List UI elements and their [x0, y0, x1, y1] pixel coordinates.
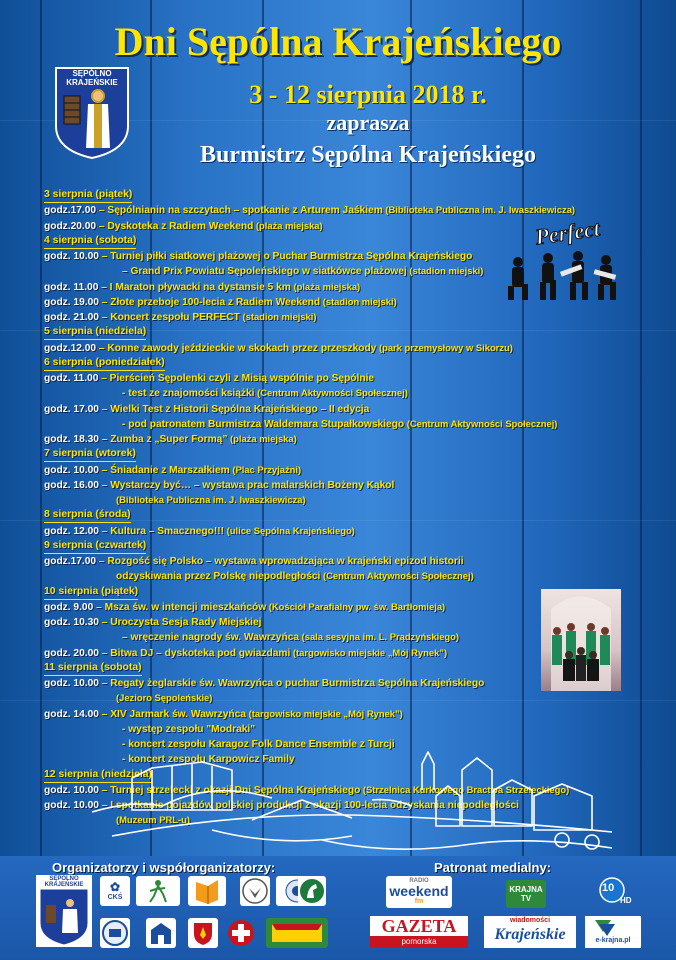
event-description: odzyskiwania przez Polskę niepodległości [116, 571, 321, 583]
krajna-tv-label: KRAJNA [509, 885, 543, 894]
event-time: godz. 18.30 [44, 434, 99, 445]
schedule-day-heading [44, 324, 644, 339]
event-location: (targowisko miejskie „Mój Rynek”) [290, 646, 448, 658]
event-location: (Centrum Aktywności Społecznej) [254, 387, 408, 399]
round-seal-icon [100, 918, 130, 948]
organizers-title: Organizatorzy i współorganizatorzy: [52, 860, 276, 875]
emblem-logo [240, 876, 270, 906]
schedule-day-heading [44, 355, 644, 370]
event-description: - występ zespołu "Modraki" [122, 723, 256, 735]
building-logo [146, 918, 176, 948]
day-label: 11 sierpnia (sobota) [44, 660, 142, 676]
radio-weekend-fm: fm [414, 898, 424, 905]
book-icon [188, 876, 226, 906]
event-location: (Strzelnica Kurkowego Bractwa Strzeleckiego) [360, 783, 570, 795]
fire-brigade-logo [188, 918, 218, 948]
event-description: – I Maraton pływacki na dystansie 5 km [98, 281, 291, 293]
event-description: – Wielki Test z Historii Sępólna Krajeńskiego – II edycja [98, 403, 370, 415]
tv10-hd: HD [620, 896, 632, 905]
tv10-label: 10 [602, 882, 615, 894]
schedule-event [44, 401, 644, 416]
event-description: - koncert zespołu Karpowicz Family [122, 754, 295, 766]
library-logo [188, 876, 226, 906]
cko-logo-label: CKŚ [107, 894, 123, 901]
event-description: – Grand Prix Powiatu Sępoleńskiego w siatkówce plażowej [122, 266, 407, 278]
day-label: 5 sierpnia (niedziela) [44, 324, 146, 340]
event-description: – Pierścień Sępolenki czyli z Misią wspólnie po Sępólnie [98, 373, 375, 384]
event-location: (Muzeum PRL-u) [116, 814, 190, 826]
event-time: godz.20.00 [44, 220, 97, 232]
event-time: godz. 11.00 [44, 373, 99, 384]
event-time: godz. 10.30 [44, 617, 99, 628]
leaf-icon: ✿ [109, 880, 121, 894]
event-description: – Śniadanie z Marszałkiem [98, 464, 230, 476]
event-time: godz. 9.00 [44, 601, 94, 613]
event-time: godz. 20.00 [44, 647, 99, 659]
crest-label-bottom: KRAJEŃSKIE [66, 78, 118, 87]
event-location: (Plac Przyjaźni) [229, 463, 302, 475]
schedule-day-heading [44, 507, 644, 522]
perfect-band-photo [498, 218, 632, 304]
day-label: 12 sierpnia (niedziela) [44, 767, 152, 783]
event-description: – Dyskoteka z Radiem Weekend [96, 220, 254, 232]
event-time: godz. 10.00 [44, 464, 99, 476]
event-description: – Turniej strzelecki z okazji Dni Sępólna Krajeńskiego [98, 784, 361, 796]
event-description: – Złote przeboje 100-lecia z Radiem Weekend [98, 296, 321, 308]
plank-seam [40, 0, 42, 860]
event-location: (Biblioteka Publiczna im. J. Iwaszkiewicza) [116, 494, 306, 505]
day-label: 9 sierpnia (czwartek) [44, 538, 146, 554]
event-location: (plaża miejska) [227, 433, 297, 444]
karpowicz-family-photo [541, 589, 621, 691]
event-time: godz. 19.00 [44, 296, 99, 308]
cko-logo [100, 876, 130, 906]
event-description: – XIV Jarmark św. Wawrzyńca [98, 708, 246, 720]
footer-crest-label-top: SĘPÓLNO [49, 876, 79, 882]
schedule-event [44, 553, 644, 568]
event-location: (stadion miejski) [239, 311, 317, 322]
day-label: 6 sierpnia (poniedziałek) [44, 355, 165, 371]
event-description: – Uroczysta Sesja Rady Miejskiej [98, 617, 262, 628]
schedule-event [44, 492, 644, 507]
event-description: – Msza św. w intencji mieszkańców [93, 601, 267, 613]
event-description: - koncert zespołu Karagoz Folk Dance Ensemble z Turcji [122, 739, 395, 750]
day-label: 4 sierpnia (sobota) [44, 233, 136, 249]
event-location: (stadion miejski) [406, 265, 484, 277]
schedule-event [44, 568, 644, 583]
schedule-event [44, 523, 644, 538]
cross-logo [226, 918, 256, 948]
day-label: 7 sierpnia (wtorek) [44, 446, 136, 462]
crest-label-top: SĘPÓLNO [72, 69, 112, 78]
e-krajna-logo [585, 916, 641, 948]
pomorska-label: pomorska [370, 936, 468, 948]
event-location: (stadion miejski) [320, 295, 397, 307]
cross-icon [226, 918, 256, 948]
event-description: – Turniej piłki siatkowej plażowej o Puchar Burmistrza Sępólna Krajeńskiego [98, 251, 473, 262]
event-time: godz. 21.00 [44, 312, 99, 323]
invites-text: zaprasza [326, 110, 410, 135]
e-krajna-label: e-krajna.pl [595, 937, 631, 944]
schedule-event [44, 431, 644, 446]
event-description: – Sępólnianin na szczytach – spotkanie z Arturem Jaśkiem [96, 205, 383, 217]
event-time: godz. 10.00 [44, 251, 99, 262]
event-location: (plaża miejska) [290, 280, 361, 292]
schedule-event [44, 690, 644, 705]
schedule-event [44, 202, 644, 217]
tv10-logo [594, 876, 636, 908]
building-icon [146, 918, 176, 948]
event-time: godz. 12.00 [44, 525, 99, 537]
event-location: (ulice Sępólna Krajeńskiego) [224, 524, 355, 536]
event-location: (Centrum Aktywności Społecznej) [320, 570, 474, 582]
event-time: godz. 10.00 [44, 800, 99, 811]
schedule-event [44, 721, 644, 736]
patronage-title: Patronat medialny: [434, 860, 552, 875]
market-stall-icon [266, 918, 328, 948]
circle-logo [100, 918, 130, 948]
schedule-event [44, 370, 644, 385]
event-description: – Bitwa DJ – dyskoteka pod gwiazdami [98, 647, 291, 659]
event-description: - pod patronatem Burmistrza Waldemara Stupałkowskiego [122, 418, 405, 430]
poster-title: Dni Sępólna Krajeńskiego [114, 19, 562, 64]
schedule-event [44, 416, 644, 431]
schedule-event [44, 477, 644, 492]
event-time: godz. 16.00 [44, 479, 99, 491]
event-location: (sala sesyjna im. L. Prądzyńskiego) [299, 631, 459, 643]
event-description: – Konne zawody jeździeckie w skokach przez przeszkody [96, 342, 377, 354]
day-label: 10 sierpnia (piątek) [44, 584, 138, 600]
event-description: – Wystarczy być… – wystawa prac malarskich Bożeny Kąkol [98, 479, 395, 491]
event-time: godz. 10.00 [44, 784, 99, 796]
schedule-event [44, 462, 644, 477]
sports-center-logo [136, 876, 180, 906]
event-time: godz. 11.00 [44, 281, 99, 293]
event-location: (Jezioro Sępoleńskie) [116, 692, 213, 704]
event-description: – Koncert zespołu PERFECT [98, 312, 240, 323]
krajenskie-label: Krajeńskie [494, 926, 566, 943]
krajna-tv-logo [506, 880, 546, 908]
event-description: – I spotkanie pojazdów polskiej produkcji z okazji 100-lecia odzyskania niepodległości [98, 800, 519, 811]
schedule-event [44, 706, 644, 721]
market-logo [266, 918, 328, 948]
horse-logo [298, 876, 326, 906]
gazeta-label: GAZETA [370, 916, 468, 936]
schedule-event [44, 340, 644, 355]
shield-icon [188, 918, 218, 948]
radio-weekend-label: weekend [389, 883, 449, 899]
schedule-day-heading [44, 538, 644, 553]
event-time: godz. 10.00 [44, 678, 99, 689]
radio-weekend-logo [386, 876, 452, 908]
event-time: godz.12.00 [44, 342, 97, 354]
event-location: (targowisko miejskie „Mój Rynek”) [245, 707, 403, 719]
day-label: 8 sierpnia (środa) [44, 507, 131, 523]
event-time: godz. 17.00 [44, 403, 99, 415]
event-time: godz. 14.00 [44, 708, 99, 720]
host-text: Burmistrz Sępólna Krajeńskiego [200, 142, 536, 168]
schedule-day-heading [44, 187, 644, 202]
event-description: – wręczenie nagrody św. Wawrzyńca [122, 632, 300, 644]
event-description: – Kultura – Smacznego!!! [98, 525, 225, 537]
schedule-event [44, 309, 644, 324]
runner-icon [136, 876, 180, 906]
schedule-day-heading [44, 446, 644, 461]
wiadomosci-krajenskie-logo [484, 916, 576, 948]
event-location: (Biblioteka Publiczna im. J. Iwaszkiewicza) [382, 204, 576, 216]
event-location: (Kościół Parafialny pw. św. Bartłomieja) [266, 600, 446, 612]
event-description: - test ze znajomości książki [122, 388, 255, 400]
gazeta-pomorska-logo [370, 916, 468, 948]
krajna-tv-suffix: TV [520, 894, 532, 903]
event-description: – Regaty żeglarskie św. Wawrzyńca o puchar Burmistrza Sępólna Krajeńskiego [98, 678, 485, 689]
footer-crest-label-bottom: KRAJEŃSKIE [44, 882, 84, 888]
day-label: 3 sierpnia (piątek) [44, 187, 132, 203]
event-location: (Centrum Aktywności Społecznej) [404, 417, 558, 429]
radio-weekend-small: RADIO [409, 878, 429, 884]
perfect-logo: Perfect [533, 218, 602, 250]
wiadomosci-label: wiadomości [509, 917, 551, 924]
event-description: – Rozgość się Polsko – wystawa wprowadzająca w krajeński epizod historii [96, 556, 464, 567]
footer-town-crest [36, 875, 92, 947]
horse-icon [298, 876, 326, 906]
town-skyline-drawing [92, 740, 622, 858]
event-time: godz.17.00 [44, 205, 97, 217]
event-location: (park przemysłowy w Sikorzu) [376, 341, 513, 353]
event-time: godz.17.00 [44, 556, 97, 567]
eagle-icon [240, 876, 270, 906]
schedule-event [44, 385, 644, 400]
event-dates: 3 - 12 sierpnia 2018 r. [249, 80, 487, 109]
event-location: (plaża miejska) [253, 219, 323, 231]
event-description: – Zumba z „Super Formą” [98, 434, 228, 445]
